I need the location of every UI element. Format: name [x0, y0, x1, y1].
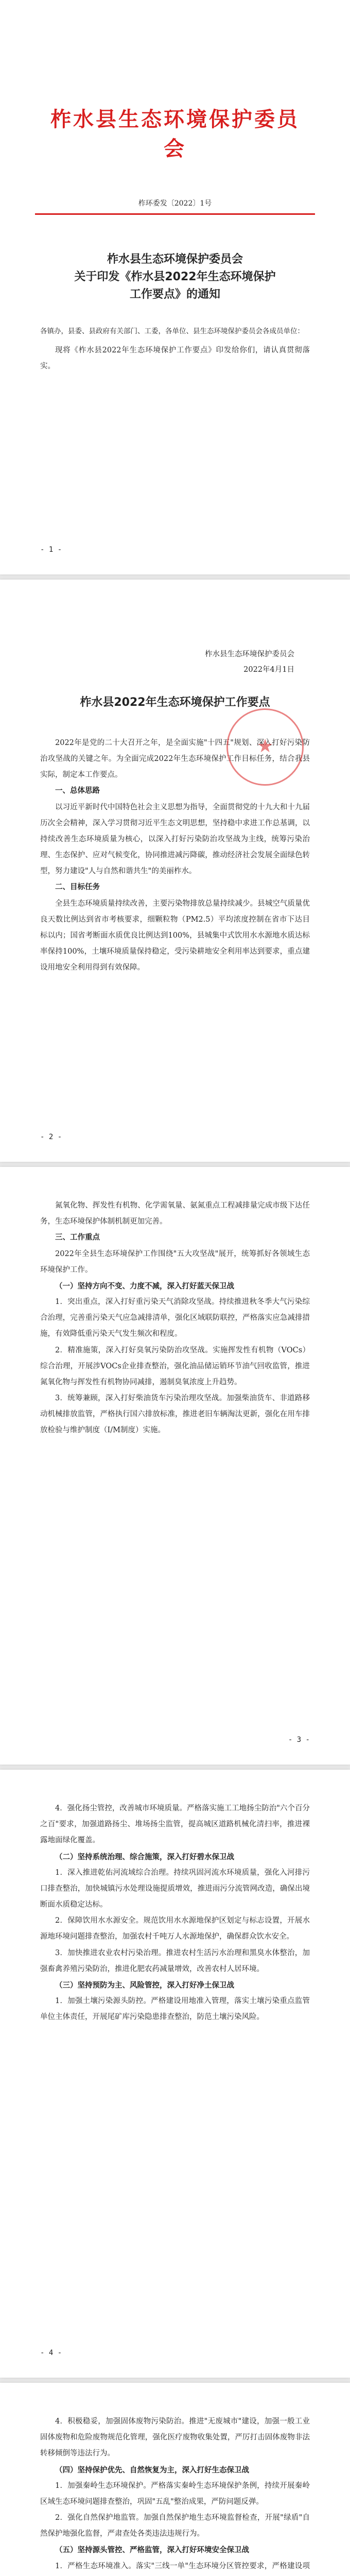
- document-masthead: 柞水县生态环境保护委员会: [50, 107, 300, 161]
- signing-organization: 柞水县生态环境保护委员会: [205, 650, 294, 658]
- work-plan-title: 柞水县2022年生态环境保护工作要点: [80, 696, 270, 709]
- subsection-heading: （二）坚持系统治理、综合施策，深入打好碧水保卫战: [55, 1852, 234, 1861]
- document-page-1: [0, 0, 350, 574]
- notice-title-line: 柞水县生态环境保护委员会: [107, 253, 243, 266]
- document-page-4: [0, 1770, 350, 2378]
- subsection-heading: （三）坚持预防为主、风险管控，深入打好净土保卫战: [55, 1980, 234, 1990]
- section-heading: 三、工作重点: [55, 1233, 100, 1242]
- paragraph: 以习近平新时代中国特色社会主义思想为指导，全面贯彻党的十九大和十九届历次全会精神，深入学习贯彻习近平生态文明思想，坚持稳中求进工作总基调，以持续改善生态环境质量为核心，以深入打好污染防治攻坚战为主线，统筹污染治理、生态保护、应对气候变化，协同推进减污降碳，推动经济社会发展全面绿色转型，努力建设"人与自然和谐共生"的美丽柞水。: [40, 803, 310, 876]
- paragraph: 1．深入推进乾佑河流域综合治理。持续巩固河流水环境质量，强化入河排污口排查整治，加快城镇污水处理设施提质增效，推进雨污分流管网改造，确保出境断面水质稳定达标。: [40, 1868, 310, 1909]
- section-heading: 一、总体思路: [55, 787, 100, 795]
- paragraph: 全县生态环境质量持续改善，主要污染物排放总量持续减少。县城空气质量优良天数比例达到省市考核要求，细颗粒物（PM2.5）平均浓度控制在省市下达目标以内；国省考断面水质优良比例达到100%，县城集中式饮用水水源地水质达标率保持100%，土壤环境质量保持稳定，受污染耕地安全利用率达到要求，重点建设用地安全利用得到有效保障。: [40, 899, 310, 972]
- section-heading: 二、目标任务: [55, 883, 100, 892]
- notice-title-line: 关于印发《柞水县2022年生态环境保护: [74, 270, 276, 284]
- notice-title-line: 工作要点》的通知: [129, 288, 220, 301]
- paragraph: 1．突出重点，深入打好重污染天气消除攻坚战。持续推进秋冬季大气污染综合治理，完善重污染天气应急减排清单，强化区域联防联控，严格落实应急减排措施，有效降低重污染天气发生频次和程度。: [40, 1298, 310, 1338]
- paragraph: 3．加快推进农业农村污染治理。推进农村生活污水治理和黑臭水体整治，加强畜禽养殖污染防治，推进化肥农药减量增效，改善农村人居环境。: [40, 1948, 310, 1973]
- red-divider: [35, 213, 315, 215]
- page-number: - 4 -: [40, 2349, 62, 2357]
- page-number: - 2 -: [40, 1133, 62, 1141]
- paragraph: 1．加强秦岭生态环境保护。严格落实秦岭生态环境保护条例，持续开展秦岭区域生态环境问题排查整治，巩固"五乱"整治成果，严防问题反弹。: [40, 2481, 310, 2506]
- notice-body: 现将《柞水县2022年生态环境保护工作要点》印发给你们，请认真贯彻落实。: [40, 346, 310, 371]
- official-seal-icon: [226, 708, 304, 786]
- page-number: - 3 -: [288, 1736, 310, 1744]
- notice-title: [40, 251, 310, 303]
- paragraph: 1．严格生态环境准入。落实"三线一单"生态环境分区管控要求，严格建设项: [55, 2562, 310, 2570]
- paragraph: 2022年全县生态环境保护工作围绕"五大攻坚战"展开，统筹抓好各领域生态环境保护工作。: [40, 1249, 310, 1274]
- document-page-3: [0, 1167, 350, 1765]
- paragraph: 3．统筹兼顾，深入打好柴油货车污染治理攻坚战。加强柴油货车、非道路移动机械排放监管，严格执行国六排放标准，推进老旧车辆淘汰更新，强化在用车排放检验与维护制度（I/M制度）实施。: [40, 1394, 310, 1435]
- document-page-5: [0, 2383, 350, 2576]
- paragraph: 2．精准施策，深入打好臭氧污染防治攻坚战。实施挥发性有机物（VOCs）综合治理，开展涉VOCs企业排查整治，强化油品储运销环节油气回收监管，推进氮氧化物与挥发性有机物协同减排，遏制臭氧浓度上升趋势。: [40, 1346, 310, 1386]
- signing-date: 2022年4月1日: [243, 666, 294, 674]
- paragraph: 氮氧化物、挥发性有机物、化学需氧量、氨氮重点工程减排量完成市级下达任务，生态环境保护体制机制更加完善。: [40, 1201, 310, 1226]
- subsection-heading: （四）坚持保护优先、自然恢复为主，深入打好生态保卫战: [55, 2465, 249, 2475]
- notice-recipients: 各镇办，县委、县政府有关部门、工委，各单位、县生态环境保护委员会各成员单位：: [40, 327, 304, 336]
- paragraph: 4．积极稳妥，加强固体废物污染防治。推进"无废城市"建设，加强一般工业固体废物和危险废物规范化管理，强化医疗废物收集处置，严厉打击固体废物非法转移倾倒等违法行为。: [40, 2417, 310, 2458]
- subsection-heading: （五）坚持源头管控、严格监管，深入打好环境安全保卫战: [55, 2546, 249, 2555]
- paragraph: 1．加强土壤污染源头防控。严格建设用地准入管理，落实土壤污染重点监管单位主体责任，开展尾矿库污染隐患排查整治，防范土壤污染风险。: [40, 1997, 310, 2022]
- page-number: - 1 -: [40, 546, 62, 554]
- subsection-heading: （一）坚持方向不变、力度不减，深入打好蓝天保卫战: [55, 1281, 234, 1291]
- signature-block: [40, 647, 310, 678]
- paragraph: 2022年是党的二十大召开之年，是全面实施"十四五"规划、深入打好污染防治攻坚战的关键之年。为全面完成2022年生态环境保护工作目标任务，结合我县实际，制定本工作要点。: [40, 738, 310, 779]
- paragraph: 2．保障饮用水水源安全。规范饮用水水源地保护区划定与标志设置，开展水源地环境问题排查整治，加强农村千吨万人水源地保护，确保群众饮水安全。: [40, 1917, 310, 1941]
- paragraph: 4．强化扬尘管控，改善城市环境质量。严格落实施工工地扬尘防治"六个百分之百"要求，加强道路扬尘、堆场扬尘监管，提高城区道路机械化清扫率，推进裸露地面绿化覆盖。: [40, 1804, 310, 1845]
- document-number: 柞环委发〔2022〕1号: [138, 199, 212, 208]
- paragraph: 2．强化自然保护地监管。加强自然保护地生态环境监督检查，开展"绿盾"自然保护地强化监督，严肃查处各类违法违规行为。: [40, 2514, 310, 2538]
- document-page-2: [0, 580, 350, 1162]
